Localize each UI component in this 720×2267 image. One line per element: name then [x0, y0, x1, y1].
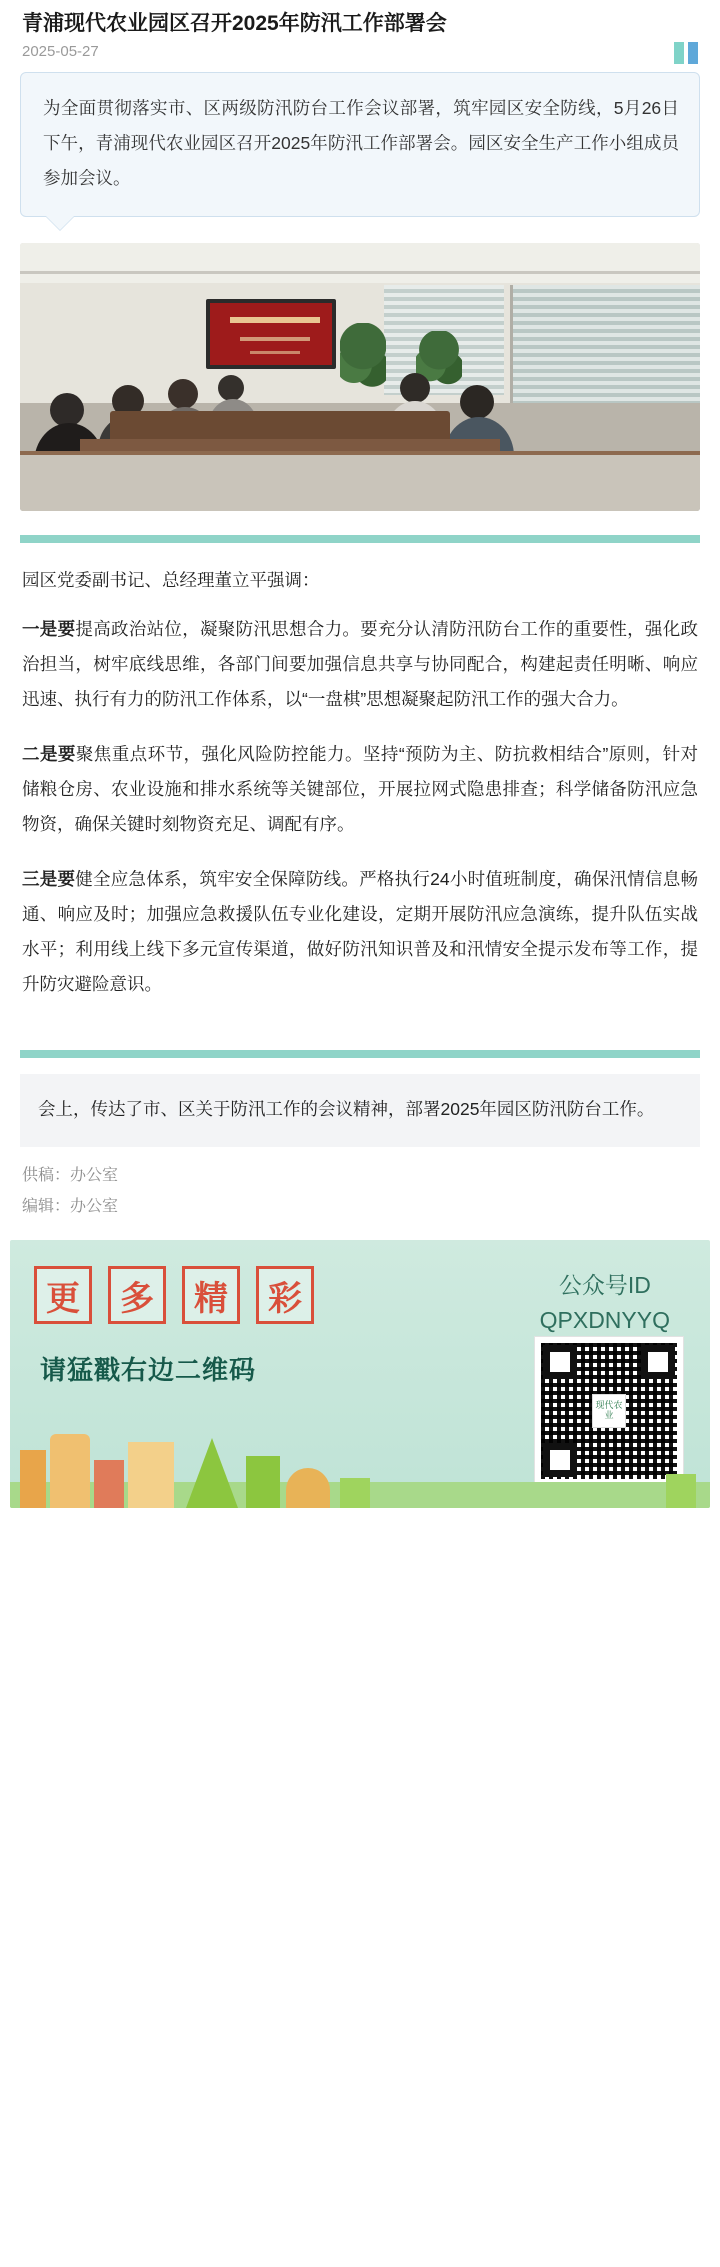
skyline-building: [128, 1442, 174, 1508]
point-label: 三是要: [22, 869, 76, 890]
intro-text: 为全面贯彻落实市、区两级防汛防台工作会议部署，筑牢园区安全防线，5月26日下午，青浦现代农业园区召开2025年防汛工作部署会。园区安全生产工作小组成员参加会议。: [43, 98, 679, 189]
qr-logo: 现代农业: [592, 1394, 626, 1428]
qr-eye-icon: [543, 1345, 577, 1379]
point-label: 一是要: [22, 619, 76, 640]
screen-sub-line: [240, 337, 310, 341]
article-body: [0, 543, 720, 1026]
qr-eye-icon: [641, 1345, 675, 1379]
body-point: [22, 862, 698, 1002]
intro-bubble: [20, 72, 700, 217]
point-text: 聚焦重点环节，强化风险防控能力。坚持“预防为主、防抗救相结合”原则，针对储粮仓房、农业设施和排水系统等关键部位，开展拉网式隐患排查；科学储备防汛应急物资，确保关键时刻物资充足、调配有序。: [22, 744, 699, 835]
skyline-building: [20, 1450, 46, 1508]
skyline-building: [340, 1478, 370, 1508]
screen-date-line: [250, 351, 300, 354]
separator-wrap-2: [0, 1050, 720, 1058]
photo-projector-screen: [206, 299, 336, 369]
banner-word: 更: [34, 1266, 92, 1324]
credit-contributor: 供稿：办公室: [22, 1167, 119, 1185]
body-lead: 园区党委副书记、总经理董立平强调：: [22, 570, 320, 591]
banner-account-id: [540, 1268, 670, 1337]
intro-bubble-wrap: [0, 60, 720, 217]
publish-date: 2025-05-27: [22, 43, 99, 61]
article-header: [0, 0, 720, 60]
banner-skyline: [10, 1416, 710, 1508]
photo-plant-left-icon: [340, 323, 386, 399]
separator-wrap: [0, 535, 720, 543]
photo-wrap: [0, 217, 720, 511]
point-text: 健全应急体系，筑牢安全保障防线。严格执行24小时值班制度，确保汛情信息畅通、响应及时；加强应急救援队伍专业化建设，定期开展防汛应急演练，提升队伍实战水平；利用线上线下多元宣传渠道，做好防汛知识普及和汛情安全提示发布等工作，提升防灾避险意识。: [22, 869, 698, 995]
skyline-building: [286, 1468, 330, 1508]
banner-word: 多: [108, 1266, 166, 1324]
point-text: 提高政治站位，凝聚防汛思想合力。要充分认清防汛防台工作的重要性，强化政治担当，树牢底线思维，各部门间要加强信息共享与协同配合，构建起责任明晰、响应迅速、执行有力的防汛工作体系，以“一盘棋”思想凝聚起防汛工作的强大合力。: [22, 619, 699, 710]
credit-editor: 编辑：办公室: [22, 1197, 119, 1215]
photo-ceiling: [20, 243, 700, 283]
skyline-building: [246, 1456, 280, 1508]
skyline-tree-icon: [186, 1438, 238, 1508]
account-id-value: QPXDNYYQ: [539, 1306, 670, 1333]
skyline-building: [50, 1434, 90, 1508]
page-title: 青浦现代农业园区召开2025年防汛工作部署会: [22, 12, 447, 35]
photo-window-right: [510, 285, 700, 405]
section-separator-2: [20, 1050, 700, 1058]
body-point: [22, 612, 698, 717]
body-point: [22, 737, 698, 842]
point-label: 二是要: [22, 744, 76, 765]
credits-block: [0, 1147, 720, 1232]
account-id-label: 公众号ID: [558, 1272, 651, 1299]
photo-ceiling-line: [20, 271, 700, 274]
screen-title-line: [230, 317, 320, 323]
section-separator: [20, 535, 700, 543]
skyline-building: [94, 1460, 124, 1508]
banner-subtitle: 请猛戳右边二维码: [40, 1355, 257, 1386]
photo-desk: [20, 455, 700, 511]
banner-word: 彩: [256, 1266, 314, 1324]
bubble-tail-icon: [46, 216, 74, 230]
skyline-building: [666, 1474, 696, 1508]
closing-block: 会上，传达了市、区关于防汛工作的会议精神，部署2025年园区防汛防台工作。: [20, 1074, 700, 1147]
meeting-photo: [20, 243, 700, 511]
banner-words: [34, 1266, 314, 1324]
banner-word: 精: [182, 1266, 240, 1324]
footer-banner: [10, 1240, 710, 1508]
